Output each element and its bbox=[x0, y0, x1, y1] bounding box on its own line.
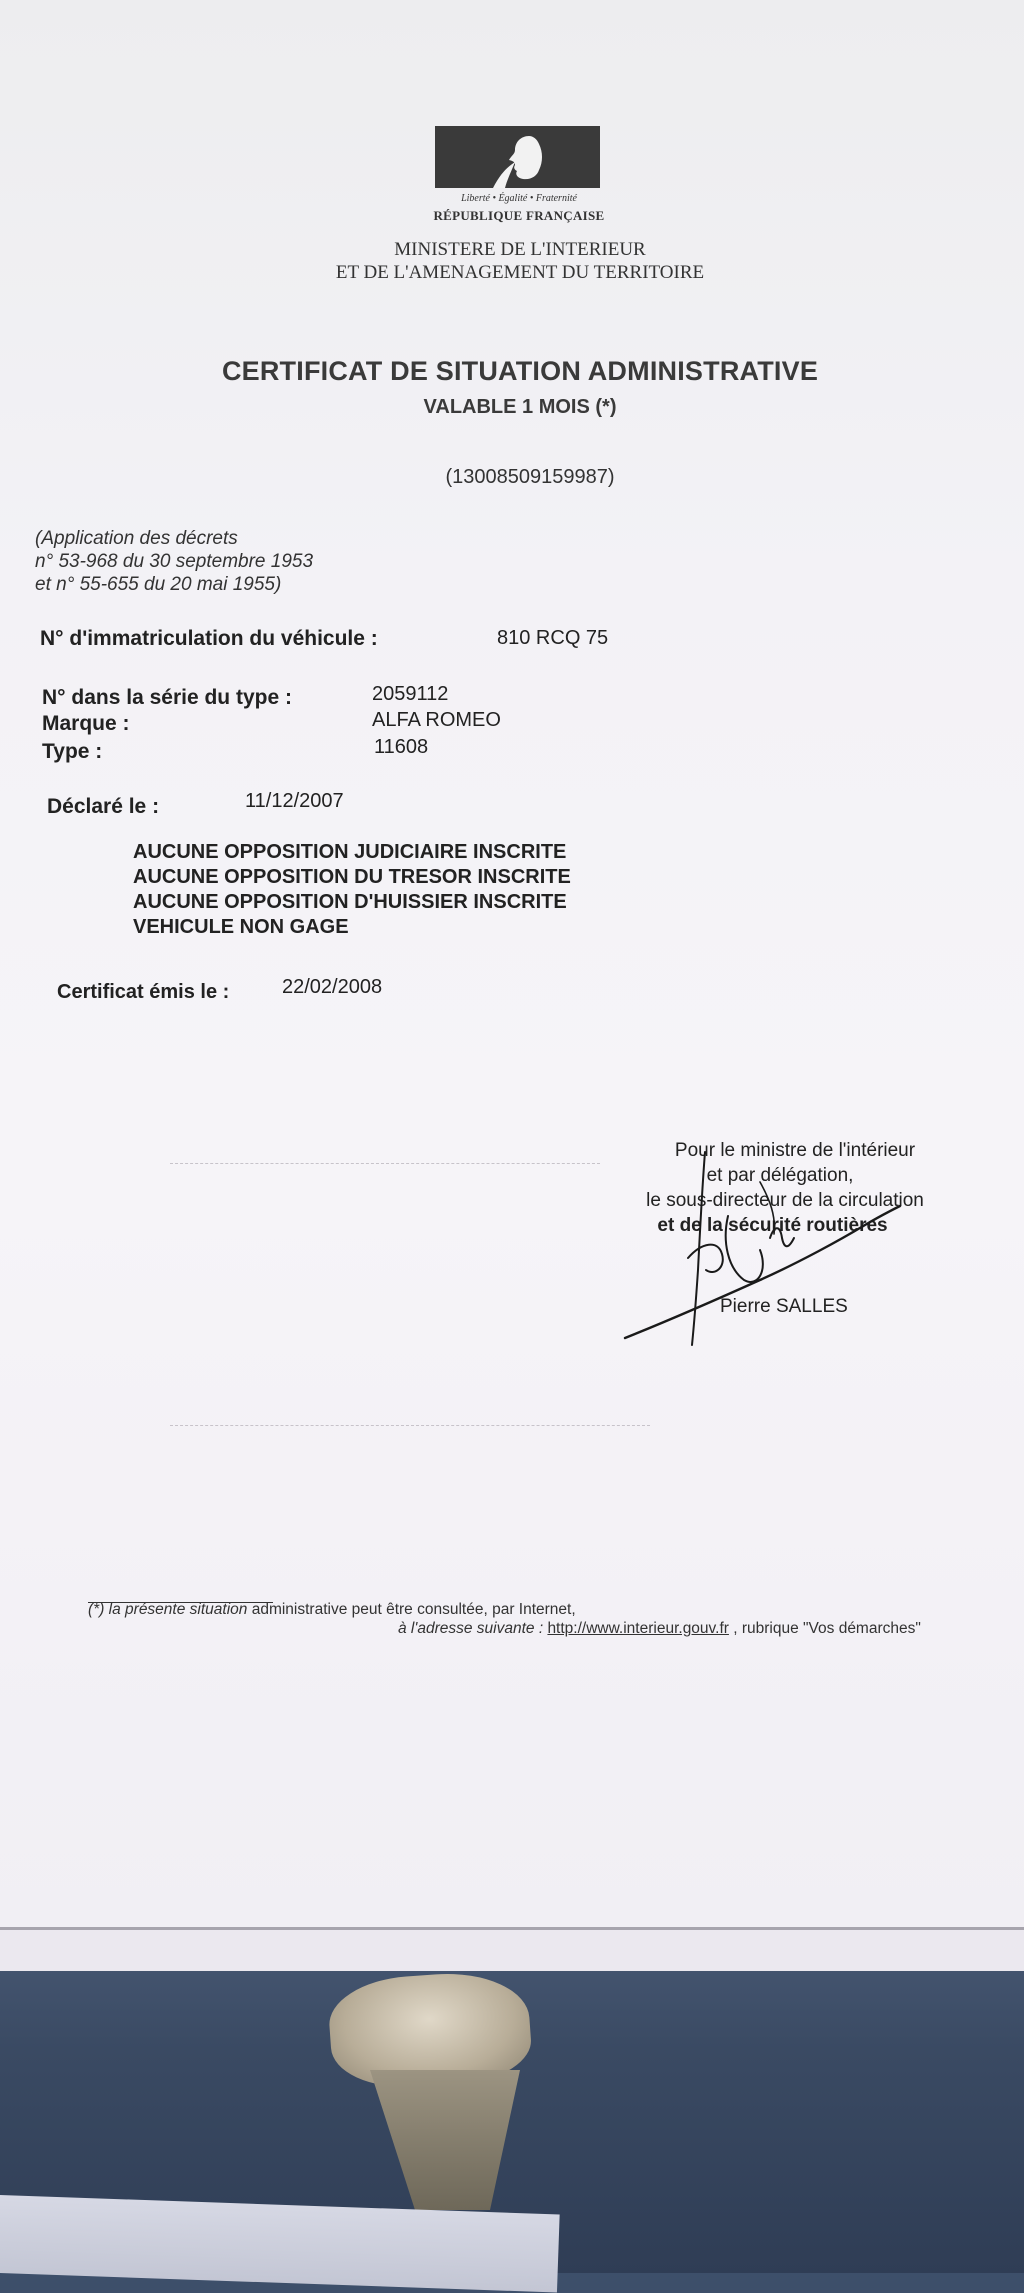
footnote-line-2 bbox=[398, 1619, 1018, 1638]
footnote bbox=[88, 1600, 1018, 1638]
decrees-line: n° 53-968 du 30 septembre 1953 bbox=[35, 551, 314, 572]
declared-value: 11/12/2007 bbox=[245, 790, 344, 812]
validity-note: VALABLE 1 MOIS (*) bbox=[423, 396, 617, 418]
signature-line: et par délégation, bbox=[706, 1165, 854, 1186]
status-line: AUCUNE OPPOSITION DU TRESOR INSCRITE bbox=[133, 866, 571, 888]
brand-value: ALFA ROMEO bbox=[372, 709, 501, 731]
ministry-website-link[interactable]: http://www.interieur.gouv.fr bbox=[547, 1620, 729, 1637]
status-line: AUCUNE OPPOSITION D'HUISSIER INSCRITE bbox=[133, 891, 567, 913]
footnote-text: administrative peut être consultée, par Internet, bbox=[247, 1601, 576, 1618]
footnote-rubric-text: , rubrique "Vos démarches" bbox=[728, 1620, 921, 1637]
footnote-marker-text: (*) la présente situation bbox=[88, 1601, 248, 1618]
footnote-line-1 bbox=[88, 1600, 1018, 1619]
status-line: VEHICULE NON GAGE bbox=[133, 916, 349, 938]
ministry-line-1: MINISTERE DE L'INTERIEUR bbox=[394, 239, 646, 260]
faint-dotted-line bbox=[170, 1163, 600, 1164]
faint-dotted-line bbox=[170, 1425, 650, 1426]
marianne-profile-icon bbox=[493, 132, 553, 188]
status-list bbox=[133, 840, 733, 940]
document-title: CERTIFICAT DE SITUATION ADMINISTRATIVE bbox=[221, 356, 819, 386]
series-value: 2059112 bbox=[372, 683, 449, 705]
decrees-note bbox=[35, 527, 455, 596]
signer-name: Pierre SALLES bbox=[720, 1296, 848, 1317]
decrees-line: et n° 55-655 du 20 mai 1955) bbox=[35, 574, 282, 595]
type-label: Type : bbox=[42, 740, 103, 763]
signature-line: et de la sécurité routières bbox=[657, 1215, 888, 1236]
footnote-address-text: à l'adresse suivante : bbox=[398, 1620, 548, 1637]
ministry-line-2: ET DE L'AMENAGEMENT DU TERRITOIRE bbox=[335, 262, 705, 283]
status-line: AUCUNE OPPOSITION JUDICIAIRE INSCRITE bbox=[133, 841, 567, 863]
brand-label: Marque : bbox=[42, 712, 130, 735]
republic-name: RÉPUBLIQUE FRANÇAISE bbox=[433, 208, 605, 223]
registration-label: N° d'immatriculation du véhicule : bbox=[40, 627, 378, 650]
issued-label: Certificat émis le : bbox=[57, 981, 230, 1003]
series-label: N° dans la série du type : bbox=[42, 686, 292, 709]
issued-value: 22/02/2008 bbox=[282, 976, 383, 998]
declared-label: Déclaré le : bbox=[47, 795, 160, 818]
marianne-logo bbox=[435, 126, 600, 188]
decrees-line: (Application des décrets bbox=[35, 528, 238, 549]
ministry-name bbox=[300, 238, 740, 284]
handwritten-signature bbox=[610, 1130, 950, 1350]
type-value: 11608 bbox=[374, 736, 429, 758]
registration-value: 810 RCQ 75 bbox=[497, 627, 609, 649]
document-reference: (13008509159987) bbox=[445, 466, 615, 488]
signature-line: le sous-directeur de la circulation bbox=[646, 1190, 924, 1211]
republic-motto: Liberté • Égalité • Fraternité bbox=[461, 193, 577, 204]
signature-line: Pour le ministre de l'intérieur bbox=[674, 1140, 916, 1161]
